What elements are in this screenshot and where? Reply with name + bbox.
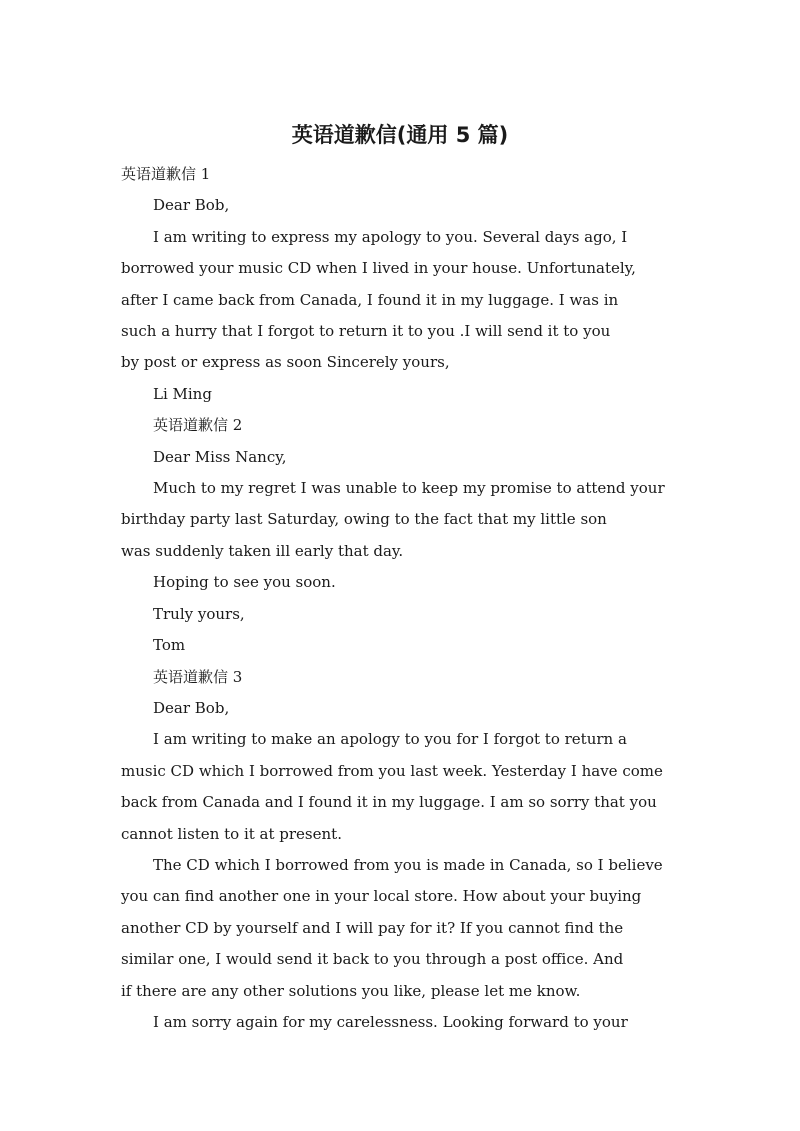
text-line: back from Canada and I found it in my luggage. I am so sorry that you <box>121 793 657 812</box>
text-line: music CD which I borrowed from you last week. Yesterday I have come <box>121 761 663 780</box>
text-line: Much to my regret I was unable to keep my promise to attend your <box>153 479 665 498</box>
text-line: cannot listen to it at present. <box>121 824 342 843</box>
text-line: Truly yours, <box>153 604 245 623</box>
text-line: Li Ming <box>153 384 212 403</box>
text-line: Tom <box>153 636 186 655</box>
text-line: Hoping to see you soon. <box>153 573 336 592</box>
text-line: 英语道歉信 1 <box>121 165 211 183</box>
document-body <box>121 159 681 1038</box>
text-line: The CD which I borrowed from you is made in Canada, so I believe <box>153 855 663 874</box>
text-line: was suddenly taken ill early that day. <box>121 541 404 560</box>
text-line: I am writing to make an apology to you for I forgot to return a <box>153 730 627 749</box>
document-title: 英语道歉信(通用 5 篇) <box>291 123 509 147</box>
text-line: by post or express as soon Sincerely yours, <box>121 353 450 372</box>
text-line: I am writing to express my apology to you. Several days ago, I <box>153 227 628 246</box>
text-line: similar one, I would send it back to you through a post office. And <box>121 950 624 969</box>
text-line: 英语道歉信 3 <box>153 667 243 686</box>
text-line: 英语道歉信 2 <box>153 416 243 435</box>
text-line: after I came back from Canada, I found it in my luggage. I was in <box>121 290 619 309</box>
text-line: borrowed your music CD when I lived in your house. Unfortunately, <box>121 259 636 278</box>
text-line: birthday party last Saturday, owing to the fact that my little son <box>121 510 607 529</box>
text-line: another CD by yourself and I will pay for it? If you cannot find the <box>121 918 624 937</box>
text-line: such a hurry that I forgot to return it to you .I will send it to you <box>121 322 611 341</box>
text-line: I am sorry again for my carelessness. Looking forward to your <box>153 1012 628 1031</box>
text-line: Dear Bob, <box>153 698 230 717</box>
text-line: Dear Bob, <box>153 196 230 215</box>
text-line: you can find another one in your local store. How about your buying <box>121 887 642 906</box>
text-line: Dear Miss Nancy, <box>153 447 287 466</box>
text-line: if there are any other solutions you like, please let me know. <box>121 981 581 1000</box>
